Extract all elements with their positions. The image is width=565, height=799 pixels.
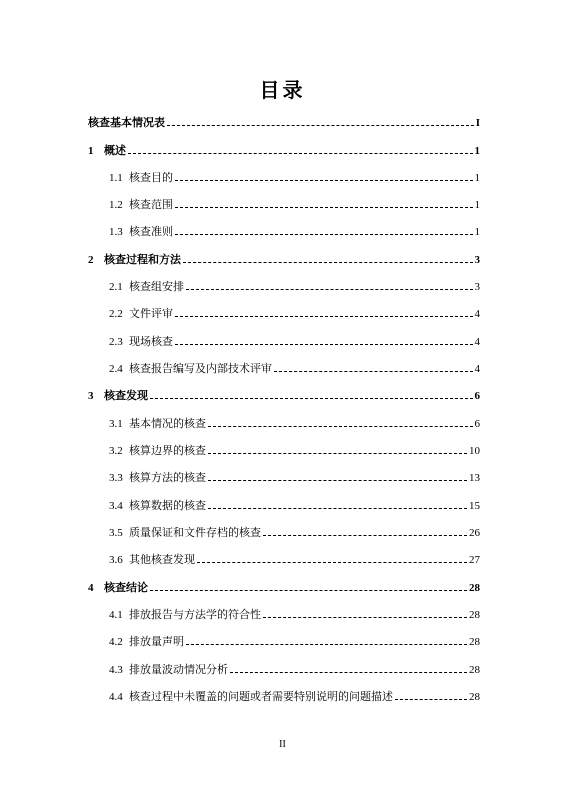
toc-entry-number: 4.1 (109, 609, 123, 621)
toc-entry-page: 28 (469, 636, 480, 648)
toc-leader-dots (186, 644, 467, 645)
toc-entry-number: 1 (88, 145, 94, 157)
toc-entry-label: 核查范围 (129, 199, 173, 211)
toc-entry-label: 质量保证和文件存档的核查 (129, 527, 261, 539)
toc-leader-dots (395, 699, 467, 700)
toc-leader-dots (208, 426, 473, 427)
toc-entry[interactable] (88, 579, 480, 595)
toc-entry-page: 26 (469, 527, 480, 539)
toc-entry-number: 3.6 (109, 554, 123, 566)
toc-leader-dots (208, 453, 467, 454)
toc-entry-number: 2.2 (109, 308, 123, 320)
toc-entry-number: 3 (88, 390, 94, 402)
toc-entry[interactable] (88, 661, 480, 677)
toc-entry[interactable] (88, 415, 480, 431)
toc-leader-dots (208, 508, 467, 509)
toc-entry-label: 其他核查发现 (129, 554, 195, 566)
toc-entry-page: 28 (469, 691, 480, 703)
toc-entry[interactable] (88, 305, 480, 321)
toc-entry[interactable] (88, 524, 480, 540)
toc-leader-dots (167, 125, 474, 126)
toc-entry-label: 核算数据的核查 (129, 500, 206, 512)
toc-entry-number: 2.4 (109, 363, 123, 375)
toc-entry[interactable] (88, 251, 480, 267)
toc-entry-number: 3.5 (109, 527, 123, 539)
toc-entry-page: 28 (469, 582, 480, 594)
toc-leader-dots (263, 617, 467, 618)
toc-entry-page: 4 (474, 336, 480, 348)
toc-entry-page: 4 (474, 308, 480, 320)
toc-leader-dots (150, 398, 473, 399)
page-number: II (279, 739, 286, 750)
toc-entry-number: 2.3 (109, 336, 123, 348)
toc-entry-page: 6 (474, 390, 480, 402)
toc-entry-page: 15 (469, 500, 480, 512)
toc-entry-number: 3.1 (109, 418, 123, 430)
toc-entry-label: 核算边界的核查 (129, 445, 206, 457)
toc-entry[interactable] (88, 633, 480, 649)
toc-entry[interactable] (88, 142, 480, 158)
toc-entry-label: 排放量波动情况分析 (129, 664, 228, 676)
toc-entry[interactable] (88, 442, 480, 458)
toc-entry-number: 3.2 (109, 445, 123, 457)
toc-entry-number: 1.2 (109, 199, 123, 211)
toc-entry-label: 核查目的 (129, 172, 173, 184)
toc-entry-page: 10 (469, 445, 480, 457)
toc-entry-number: 2 (88, 254, 94, 266)
toc-entry-page: 1 (474, 145, 480, 157)
toc-entry-number: 2.1 (109, 281, 123, 293)
toc-entry[interactable] (88, 360, 480, 376)
toc-entry-label: 核查准则 (129, 226, 173, 238)
toc-leader-dots (175, 234, 473, 235)
toc-entry-number: 1.3 (109, 226, 123, 238)
toc-entry-label: 排放报告与方法学的符合性 (129, 609, 261, 621)
toc-entry[interactable] (88, 278, 480, 294)
toc-leader-dots (274, 371, 473, 372)
toc-entry-label: 文件评审 (129, 308, 173, 320)
toc-leader-dots (175, 344, 473, 345)
toc-entry-number: 4.2 (109, 636, 123, 648)
toc-entry-page: 3 (474, 254, 480, 266)
toc-entry-page: 28 (469, 609, 480, 621)
toc-entry-page: I (475, 117, 480, 129)
toc-entry-page: 27 (469, 554, 480, 566)
toc-leader-dots (186, 289, 473, 290)
toc-entry[interactable] (88, 196, 480, 212)
toc-entry-label: 核查报告编写及内部技术评审 (129, 363, 272, 375)
toc-entry-page: 28 (469, 664, 480, 676)
toc-entry-number: 4.3 (109, 664, 123, 676)
toc-entry-number: 1.1 (109, 172, 123, 184)
toc-entry[interactable] (88, 497, 480, 513)
toc-entry-page: 3 (474, 281, 480, 293)
toc-entry[interactable] (88, 551, 480, 567)
toc-entry-label: 核查发现 (104, 390, 148, 402)
toc-entry[interactable] (88, 387, 480, 403)
toc-entry[interactable] (88, 469, 480, 485)
toc-entry-label: 核查过程中未覆盖的问题或者需要特别说明的问题描述 (129, 691, 393, 703)
toc-leader-dots (208, 480, 467, 481)
toc-entry[interactable] (88, 114, 480, 130)
toc-entry-page: 6 (474, 418, 480, 430)
toc-entry-label: 排放量声明 (129, 636, 184, 648)
toc-leader-dots (128, 153, 473, 154)
toc-entry-label: 现场核查 (129, 336, 173, 348)
toc-entry-label: 核查基本情况表 (88, 117, 165, 129)
toc-leader-dots (175, 207, 473, 208)
toc-leader-dots (230, 672, 467, 673)
toc-entry-page: 1 (474, 199, 480, 211)
toc-entry-page: 4 (474, 363, 480, 375)
toc-entry-label: 核查过程和方法 (104, 254, 181, 266)
toc-entry-page: 1 (474, 226, 480, 238)
toc-entry-page: 1 (474, 172, 480, 184)
toc-entry[interactable] (88, 169, 480, 185)
toc-entry-label: 核算方法的核查 (129, 472, 206, 484)
toc-entry-number: 4 (88, 582, 94, 594)
page-title: 目录 (259, 80, 306, 102)
toc-leader-dots (150, 590, 467, 591)
toc-entry[interactable] (88, 223, 480, 239)
toc-leader-dots (263, 535, 467, 536)
toc-entry-number: 4.4 (109, 691, 123, 703)
toc-entry-label: 基本情况的核查 (129, 418, 206, 430)
toc-entry[interactable] (88, 606, 480, 622)
toc-entry[interactable] (88, 333, 480, 349)
toc-entry-label: 核查组安排 (129, 281, 184, 293)
toc-entry-label: 概述 (104, 145, 126, 157)
toc-leader-dots (197, 562, 467, 563)
toc-entry-number: 3.4 (109, 500, 123, 512)
toc-entry[interactable] (88, 688, 480, 704)
toc-entry-label: 核查结论 (104, 582, 148, 594)
toc-entry-number: 3.3 (109, 472, 123, 484)
toc-leader-dots (175, 316, 473, 317)
toc-entry-page: 13 (469, 472, 480, 484)
toc-leader-dots (183, 262, 473, 263)
toc-leader-dots (175, 180, 473, 181)
